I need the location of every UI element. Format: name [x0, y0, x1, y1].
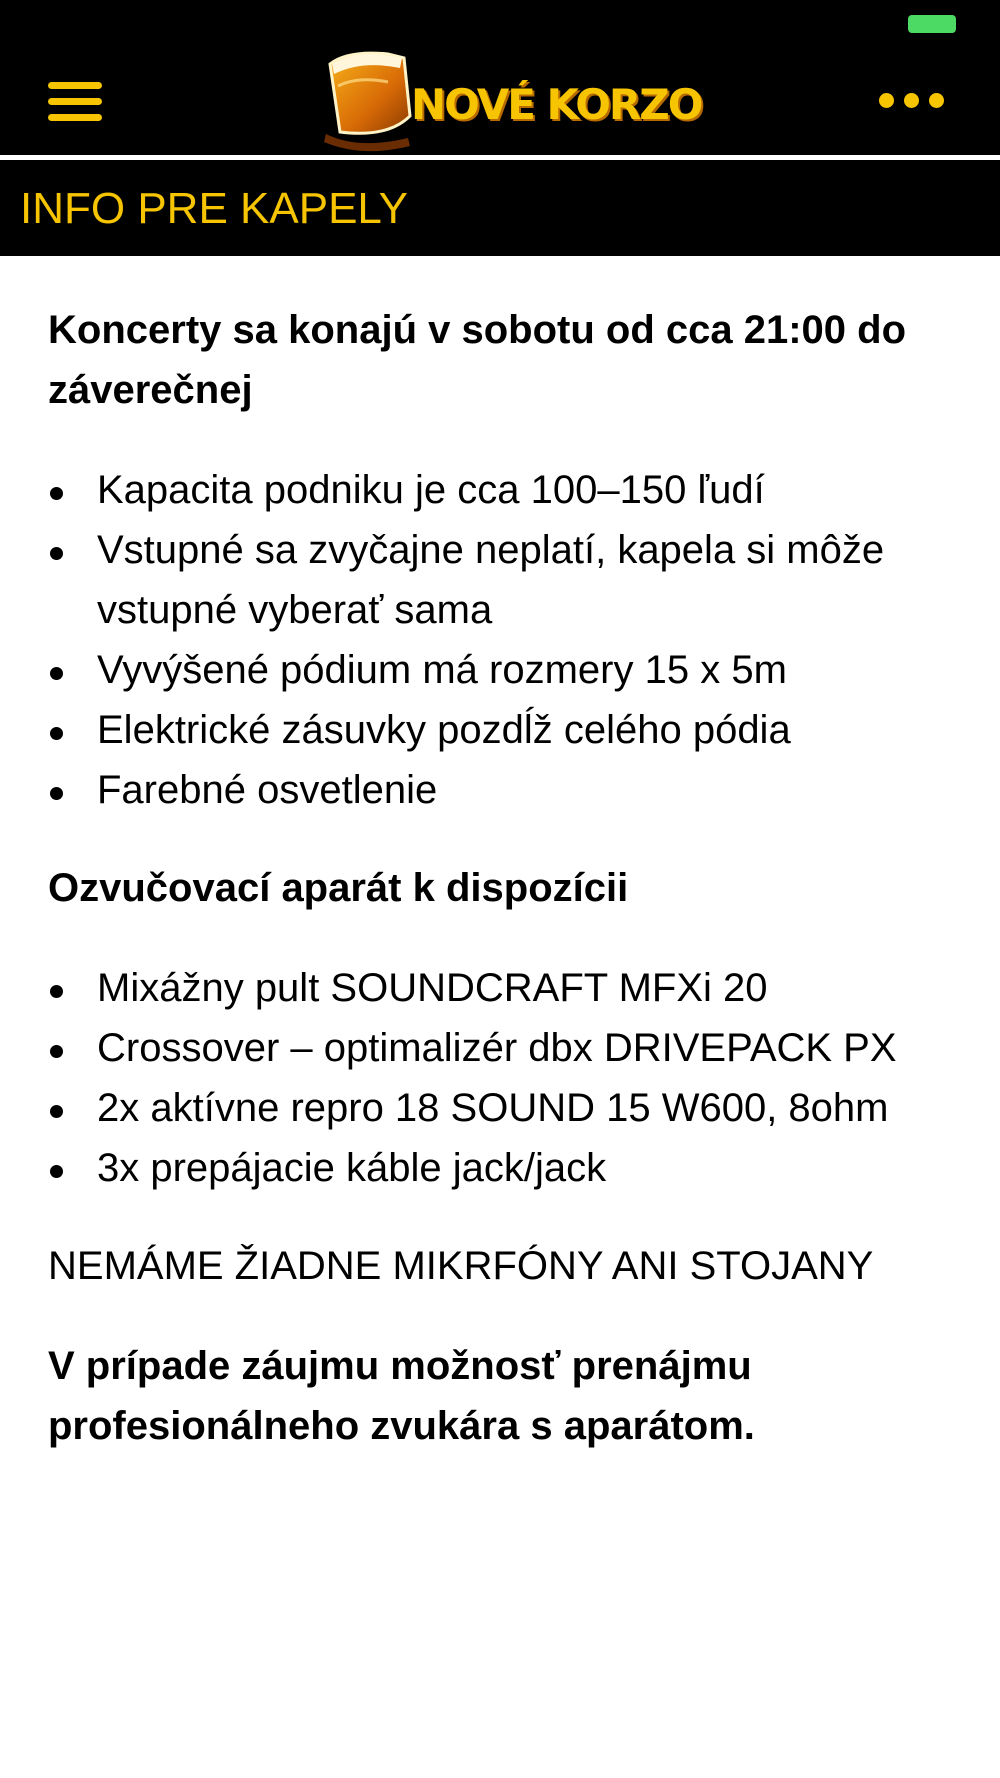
list-item: 3x prepájacie káble jack/jack [48, 1138, 948, 1198]
top-bar [0, 0, 1000, 155]
list-item: Vyvýšené pódium má rozmery 15 x 5m [48, 640, 948, 700]
list-item: 2x aktívne repro 18 SOUND 15 W600, 8ohm [48, 1078, 948, 1138]
page-title: INFO PRE KAPELY [20, 184, 408, 233]
sound-heading: Ozvučovací aparát k dispozícii [48, 866, 629, 910]
sound-engineer-note: V prípade záujmu možnosť prenájmu profesionálneho zvukára s aparátom. [48, 1344, 755, 1448]
logo[interactable] [318, 46, 702, 154]
battery-indicator [908, 15, 956, 33]
venue-info-list [48, 460, 948, 820]
intro-heading: Koncerty sa konajú v sobotu od cca 21:00 do záverečnej [48, 308, 907, 412]
list-item: Farebné osvetlenie [48, 760, 948, 820]
logo-text: NOVÉ KORZO [411, 80, 702, 129]
title-bar [0, 160, 1000, 256]
more-dots-icon[interactable] [879, 93, 944, 109]
list-item: Mixážny pult SOUNDCRAFT MFXi 20 [48, 958, 948, 1018]
microphone-note: NEMÁME ŽIADNE MIKRFÓNY ANI STOJANY [48, 1244, 874, 1288]
sound-equipment-list [48, 958, 948, 1198]
list-item: Crossover – optimalizér dbx DRIVEPACK PX [48, 1018, 948, 1078]
list-item: Kapacita podniku je cca 100–150 ľudí [48, 460, 948, 520]
list-item: Elektrické zásuvky pozdĺž celého pódia [48, 700, 948, 760]
list-item: Vstupné sa zvyčajne neplatí, kapela si môže vstupné vyberať sama [48, 520, 948, 640]
main-content [48, 300, 948, 1456]
hamburger-menu-icon[interactable] [48, 82, 102, 122]
